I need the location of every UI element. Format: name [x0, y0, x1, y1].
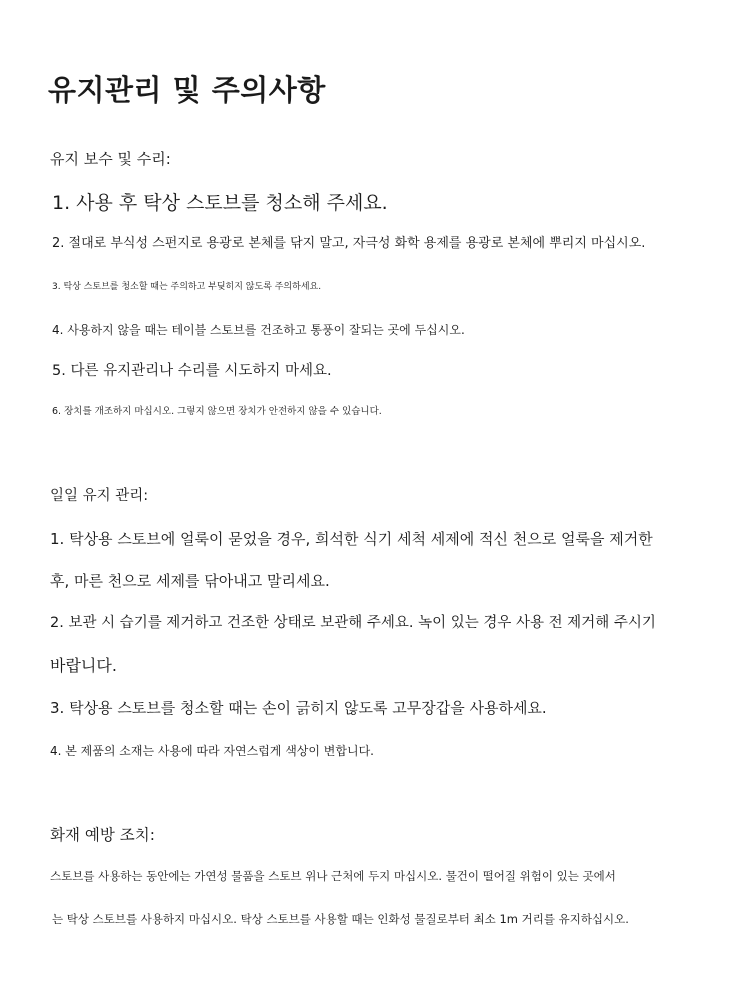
daily-care-item-2-line-1: 2. 보관 시 습기를 제거하고 건조한 상태로 보관해 주세요. 녹이 있는 경우 사용 전 제거해 주시기 — [50, 615, 656, 631]
fire-prevention-line-1: 스토브를 사용하는 동안에는 가연성 물품을 스토브 위나 근처에 두지 마십시오. 물건이 떨어질 위험이 있는 곳에서 — [50, 869, 616, 883]
maintenance-item-5: 5. 다른 유지관리나 수리를 시도하지 마세요. — [52, 363, 332, 379]
maintenance-item-4: 4. 사용하지 않을 때는 테이블 스토브를 건조하고 통풍이 잘되는 곳에 두십시오. — [52, 323, 465, 337]
section-heading-daily-care: 일일 유지 관리: — [50, 488, 149, 504]
maintenance-item-3: 3. 탁상 스토브를 청소할 때는 주의하고 부딪히지 않도록 주의하세요. — [52, 282, 322, 292]
maintenance-item-2: 2. 절대로 부식성 스펀지로 용광로 본체를 닦지 말고, 자극성 화학 용제를 용광로 본체에 뿌리지 마십시오. — [52, 236, 646, 251]
daily-care-item-4: 4. 본 제품의 소재는 사용에 따라 자연스럽게 색상이 변합니다. — [50, 744, 374, 758]
page-title: 유지관리 및 주의사항 — [48, 73, 326, 107]
maintenance-item-1: 1. 사용 후 탁상 스토브를 청소해 주세요. — [52, 192, 388, 214]
maintenance-item-6: 6. 장치를 개조하지 마십시오. 그렇지 않으면 장치가 안전하지 않을 수 있습니다. — [52, 406, 382, 417]
daily-care-item-3: 3. 탁상용 스토브를 청소할 때는 손이 긁히지 않도록 고무장갑을 사용하세요. — [50, 699, 547, 717]
daily-care-item-1-line-2: 후, 마른 천으로 세제를 닦아내고 말리세요. — [50, 572, 330, 590]
section-heading-maintenance-repair: 유지 보수 및 수리: — [50, 150, 171, 168]
fire-prevention-line-2: 는 탁상 스토브를 사용하지 마십시오. 탁상 스토브를 사용할 때는 인화성 물질로부터 최소 1m 거리를 유지하십시오. — [52, 912, 629, 926]
daily-care-item-1-line-1: 1. 탁상용 스토브에 얼룩이 묻었을 경우, 희석한 식기 세척 세제에 적신 천으로 얼룩을 제거한 — [50, 530, 653, 548]
section-heading-fire-prevention: 화재 예방 조치: — [50, 826, 155, 844]
daily-care-item-2-line-2: 바랍니다. — [50, 656, 117, 675]
